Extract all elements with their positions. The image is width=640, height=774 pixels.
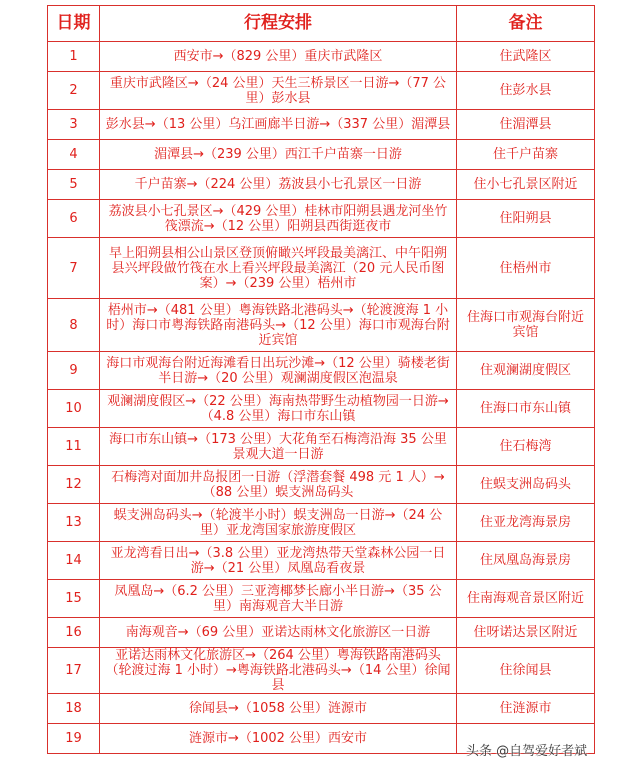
header-notes: 备注: [457, 6, 595, 42]
header-itinerary: 行程安排: [100, 6, 457, 42]
day-cell: 6: [48, 200, 100, 238]
day-cell: 2: [48, 72, 100, 110]
day-cell: 11: [48, 428, 100, 466]
day-cell: 12: [48, 466, 100, 504]
note-cell: 住武隆区: [457, 42, 595, 72]
header-date: 日期: [48, 6, 100, 42]
note-cell: 住亚龙湾海景房: [457, 504, 595, 542]
route-cell: 凤凰岛→（6.2 公里）三亚湾椰梦长廊小半日游→（35 公里）南海观音大半日游: [100, 580, 457, 618]
route-cell: 西安市→（829 公里）重庆市武隆区: [100, 42, 457, 72]
day-cell: 7: [48, 238, 100, 299]
table-row: [48, 200, 595, 238]
day-cell: 10: [48, 390, 100, 428]
note-cell: 住彭水县: [457, 72, 595, 110]
note-cell: 住徐闻县: [457, 648, 595, 694]
table-row: [48, 542, 595, 580]
table-row: [48, 428, 595, 466]
day-cell: 8: [48, 299, 100, 352]
route-cell: 涟源市→（1002 公里）西安市: [100, 724, 457, 754]
note-cell: 住千户苗寨: [457, 140, 595, 170]
route-cell: 海口市东山镇→（173 公里）大花角至石梅湾沿海 35 公里景观大道一日游: [100, 428, 457, 466]
note-cell: 住梧州市: [457, 238, 595, 299]
day-cell: 5: [48, 170, 100, 200]
note-cell: 住南海观音景区附近: [457, 580, 595, 618]
note-cell: 住海口市观海台附近宾馆: [457, 299, 595, 352]
route-cell: 蜈支洲岛码头→（轮渡半小时）蜈支洲岛一日游→（24 公里）亚龙湾国家旅游度假区: [100, 504, 457, 542]
day-cell: 14: [48, 542, 100, 580]
route-cell: 梧州市→（481 公里）粤海铁路北港码头→（轮渡渡海 1 小时）海口市粤海铁路南港码头→（12 公里）海口市观海台附近宾馆: [100, 299, 457, 352]
table-row: [48, 618, 595, 648]
note-cell: 住涟源市: [457, 694, 595, 724]
table-row: [48, 466, 595, 504]
day-cell: 4: [48, 140, 100, 170]
table-row: [48, 648, 595, 694]
route-cell: 彭水县→（13 公里）乌江画廊半日游→（337 公里）湄潭县: [100, 110, 457, 140]
day-cell: 16: [48, 618, 100, 648]
note-cell: 住石梅湾: [457, 428, 595, 466]
route-cell: 南海观音→（69 公里）亚诺达雨林文化旅游区一日游: [100, 618, 457, 648]
itinerary-table-container: [47, 5, 594, 754]
table-row: [48, 170, 595, 200]
note-cell: 住蜈支洲岛码头: [457, 466, 595, 504]
table-header-row: [48, 6, 595, 42]
table-row: [48, 504, 595, 542]
note-cell: 住凤凰岛海景房: [457, 542, 595, 580]
day-cell: 9: [48, 352, 100, 390]
table-row: [48, 72, 595, 110]
table-row: [48, 140, 595, 170]
route-cell: 重庆市武隆区→（24 公里）天生三桥景区一日游→（77 公里）彭水县: [100, 72, 457, 110]
note-cell: 住观澜湖度假区: [457, 352, 595, 390]
note-cell: 住阳朔县: [457, 200, 595, 238]
route-cell: 亚龙湾看日出→（3.8 公里）亚龙湾热带天堂森林公园一日游→（21 公里）凤凰岛看夜景: [100, 542, 457, 580]
route-cell: 石梅湾对面加井岛报团一日游（浮潜套餐 498 元 1 人）→（88 公里）蜈支洲岛码头: [100, 466, 457, 504]
route-cell: 千户苗寨→（224 公里）荔波县小七孔景区一日游: [100, 170, 457, 200]
day-cell: 19: [48, 724, 100, 754]
day-cell: 1: [48, 42, 100, 72]
day-cell: 15: [48, 580, 100, 618]
table-row: [48, 352, 595, 390]
note-cell: 住呀诺达景区附近: [457, 618, 595, 648]
route-cell: 观澜湖度假区→（22 公里）海南热带野生动植物园一日游→（4.8 公里）海口市东山镇: [100, 390, 457, 428]
table-row: [48, 390, 595, 428]
note-cell: 住湄潭县: [457, 110, 595, 140]
note-cell: 住小七孔景区附近: [457, 170, 595, 200]
table-row: [48, 580, 595, 618]
route-cell: 荔波县小七孔景区→（429 公里）桂林市阳朔县遇龙河坐竹筏漂流→（12 公里）阳朔县西街逛夜市: [100, 200, 457, 238]
note-cell: 住海口市东山镇: [457, 390, 595, 428]
table-row: [48, 42, 595, 72]
table-row: [48, 299, 595, 352]
day-cell: 3: [48, 110, 100, 140]
route-cell: 湄潭县→（239 公里）西江千户苗寨一日游: [100, 140, 457, 170]
route-cell: 亚诺达雨林文化旅游区→（264 公里）粤海铁路南港码头（轮渡过海 1 小时）→粤海铁路北港码头→（14 公里）徐闻县: [100, 648, 457, 694]
route-cell: 早上阳朔县相公山景区登顶俯瞰兴坪段最美漓江、中午阳朔县兴坪段做竹筏在水上看兴坪段最美漓江（20 元人民币图案）→（239 公里）梧州市: [100, 238, 457, 299]
day-cell: 17: [48, 648, 100, 694]
table-row: [48, 110, 595, 140]
table-row: [48, 694, 595, 724]
table-row: [48, 238, 595, 299]
day-cell: 18: [48, 694, 100, 724]
route-cell: 徐闻县→（1058 公里）涟源市: [100, 694, 457, 724]
watermark: 头条 @自驾爱好者斌: [466, 744, 588, 759]
day-cell: 13: [48, 504, 100, 542]
itinerary-table: [47, 5, 595, 754]
route-cell: 海口市观海台附近海滩看日出玩沙滩→（12 公里）骑楼老街半日游→（20 公里）观澜湖度假区泡温泉: [100, 352, 457, 390]
